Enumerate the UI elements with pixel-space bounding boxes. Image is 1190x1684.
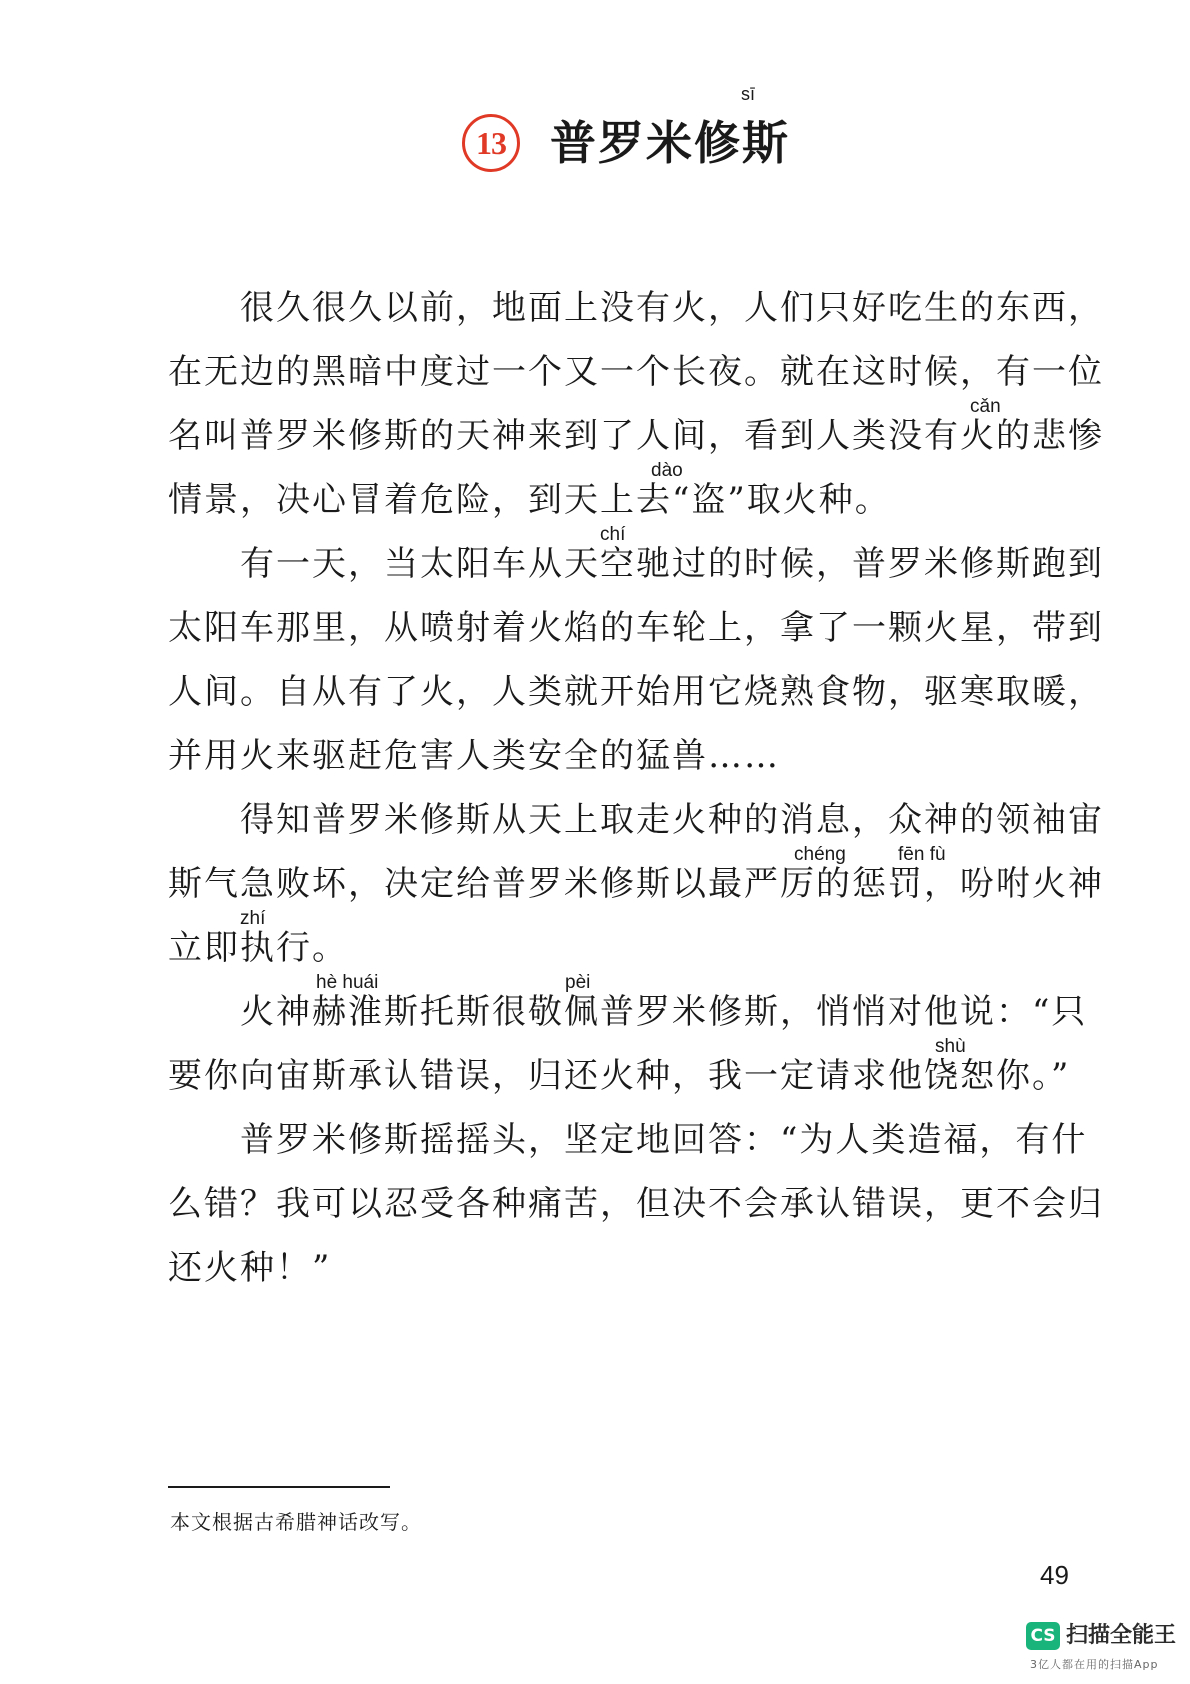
text-line: 普罗米修斯摇摇头，坚定地回答：“为人类造福，有什 — [240, 1120, 1088, 1160]
pinyin-annotation: dào — [651, 460, 683, 481]
watermark-slogan: 3亿人都在用的扫描App — [1030, 1658, 1159, 1671]
title-pinyin: sī — [741, 84, 756, 104]
text-line: 并用火来驱赶危害人类安全的猛兽…… — [168, 736, 780, 776]
footnote-divider — [168, 1486, 390, 1488]
footnote: 本文根据古希腊神话改写。 — [170, 1510, 422, 1534]
text-line: 人间。自从有了火，人类就开始用它烧熟食物，驱寒取暖， — [168, 672, 1104, 712]
lesson-number-badge: 13 — [462, 114, 520, 172]
text-line: 很久很久以前，地面上没有火，人们只好吃生的东西， — [240, 288, 1104, 328]
pinyin-annotation: pèi — [565, 972, 591, 993]
lesson-header — [0, 80, 1190, 180]
text-line: 在无边的黑暗中度过一个又一个长夜。就在这时候，有一位 — [168, 352, 1104, 392]
pinyin-annotation: cǎn — [970, 396, 1001, 417]
text-line: 得知普罗米修斯从天上取走火种的消息，众神的领袖宙 — [240, 800, 1104, 840]
text-line: 情景，决心冒着危险，到天上去“盗”取火种。 — [168, 480, 891, 520]
text-line: 太阳车那里，从喷射着火焰的车轮上，拿了一颗火星，带到 — [168, 608, 1104, 648]
text-line: 还火种！” — [168, 1248, 332, 1288]
watermark-app-name: 扫描全能王 — [1066, 1623, 1177, 1648]
pinyin-annotation: fēn fù — [898, 844, 946, 865]
lesson-title: 普罗米修斯 — [550, 116, 790, 170]
text-line: 有一天，当太阳车从天空驰过的时候，普罗米修斯跑到 — [240, 544, 1104, 584]
text-line: 名叫普罗米修斯的天神来到了人间，看到人类没有火的悲惨 — [168, 416, 1104, 456]
text-line: 立即执行。 — [168, 928, 348, 968]
camscanner-logo-icon: CS — [1026, 1622, 1060, 1650]
pinyin-annotation: hè huái — [316, 972, 379, 993]
page-number: 49 — [1040, 1560, 1069, 1590]
pinyin-annotation: chí — [600, 524, 626, 545]
text-line: 火神赫淮斯托斯很敬佩普罗米修斯，悄悄对他说：“只 — [240, 992, 1088, 1032]
text-line: 斯气急败坏，决定给普罗米修斯以最严厉的惩罚，吩咐火神 — [168, 864, 1104, 904]
scanner-watermark — [1026, 1620, 1176, 1676]
pinyin-annotation: chéng — [794, 844, 846, 865]
pinyin-annotation: zhí — [240, 908, 266, 929]
text-line: 要你向宙斯承认错误，归还火种，我一定请求他饶恕你。” — [168, 1056, 1071, 1096]
text-line: 么错？我可以忍受各种痛苦，但决不会承认错误，更不会归 — [168, 1184, 1104, 1224]
pinyin-annotation: shù — [935, 1036, 966, 1057]
